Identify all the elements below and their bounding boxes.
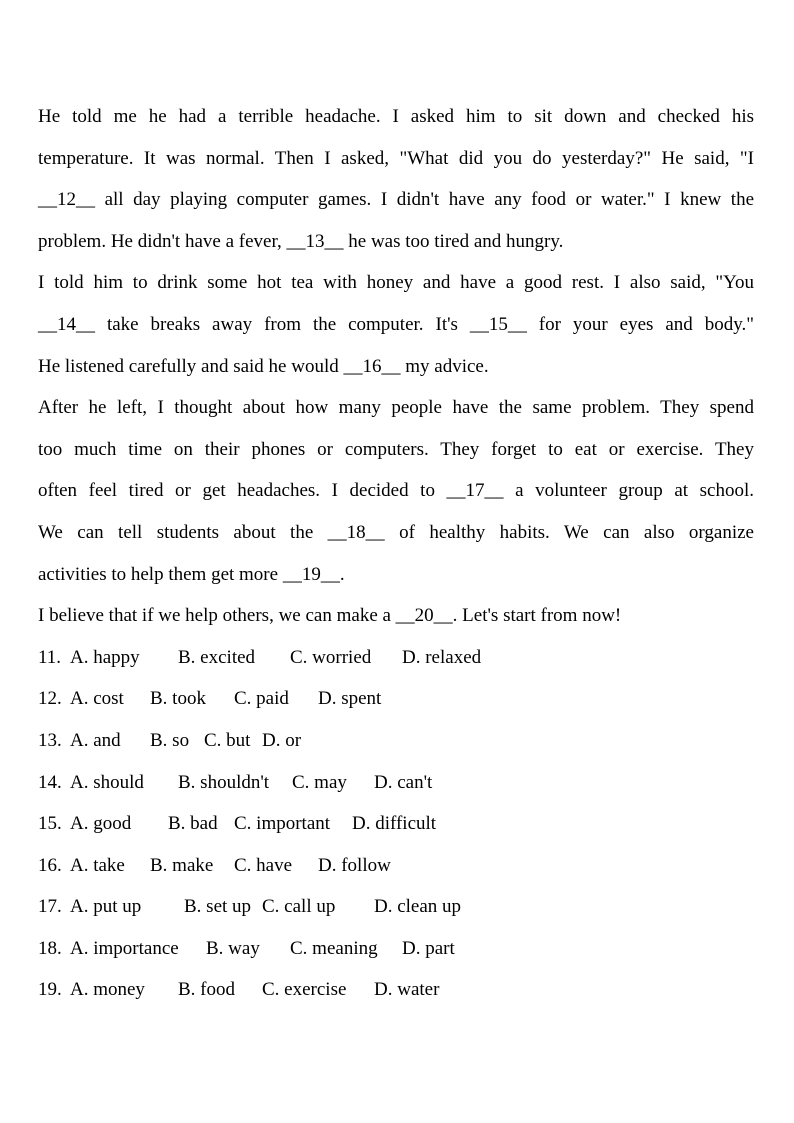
- answer-option[interactable]: D. clean up: [374, 896, 462, 918]
- passage-line: He listened carefully and said he would __16__ my advice.: [38, 355, 489, 377]
- passage-line: __14__ take breaks away from the computer. It's __15__ for your eyes and body.": [38, 313, 754, 335]
- answer-option[interactable]: D. spent: [318, 688, 382, 710]
- question-row: [38, 762, 754, 804]
- question-number: 16.: [38, 854, 62, 876]
- answer-option[interactable]: A. happy: [70, 646, 140, 668]
- answer-option[interactable]: A. good: [70, 813, 132, 835]
- answer-option[interactable]: A. and: [70, 729, 121, 751]
- passage-line: __12__ all day playing computer games. I didn't have any food or water." I knew the: [38, 189, 754, 211]
- answer-option[interactable]: D. part: [402, 937, 455, 959]
- answer-option[interactable]: B. food: [178, 979, 235, 1001]
- answer-option[interactable]: A. money: [70, 979, 145, 1001]
- passage-line: He told me he had a terrible headache. I asked him to sit down and checked his: [38, 106, 754, 127]
- answer-option[interactable]: C. paid: [234, 688, 289, 710]
- passage-line: We can tell students about the __18__ of healthy habits. We can also organize: [38, 521, 754, 543]
- question-list: [38, 637, 754, 1011]
- question-row: [38, 886, 754, 928]
- question-row: [38, 928, 754, 970]
- answer-option[interactable]: B. make: [150, 854, 214, 876]
- question-row: [38, 845, 754, 887]
- answer-option[interactable]: D. difficult: [352, 813, 437, 835]
- question-number: 15.: [38, 813, 62, 835]
- answer-option[interactable]: C. may: [292, 771, 347, 793]
- answer-option[interactable]: B. set up: [184, 896, 252, 918]
- passage-line: problem. He didn't have a fever, __13__ he was too tired and hungry.: [38, 230, 564, 252]
- answer-option[interactable]: B. way: [206, 937, 260, 959]
- question-number: 14.: [38, 771, 62, 793]
- answer-option[interactable]: C. call up: [262, 896, 336, 918]
- answer-option[interactable]: B. shouldn't: [178, 771, 270, 793]
- answer-option[interactable]: C. but: [204, 729, 251, 751]
- answer-option[interactable]: A. cost: [70, 688, 124, 710]
- answer-option[interactable]: B. took: [150, 688, 206, 710]
- question-row: [38, 678, 754, 720]
- passage-line: After he left, I thought about how many people have the same problem. They spend: [38, 397, 754, 419]
- answer-option[interactable]: D. water: [374, 979, 440, 1001]
- answer-option[interactable]: C. meaning: [290, 937, 378, 959]
- answer-option[interactable]: A. put up: [70, 896, 142, 918]
- passage-line: temperature. It was normal. Then I asked, "What did you do yesterday?" He said, "I: [38, 147, 754, 169]
- document-page: [38, 96, 754, 1011]
- passage-line: I told him to drink some hot tea with honey and have a good rest. I also said, "You: [38, 272, 754, 294]
- question-row: [38, 720, 754, 762]
- question-number: 19.: [38, 979, 62, 1001]
- cloze-passage: [38, 96, 754, 637]
- answer-option[interactable]: C. have: [234, 854, 293, 876]
- question-number: 11.: [38, 646, 62, 668]
- answer-option[interactable]: B. excited: [178, 646, 256, 668]
- answer-option[interactable]: D. relaxed: [402, 646, 482, 668]
- answer-option[interactable]: C. exercise: [262, 979, 347, 1001]
- answer-option[interactable]: B. so: [150, 729, 190, 751]
- question-number: 17.: [38, 896, 62, 918]
- passage-line: activities to help them get more __19__.: [38, 563, 345, 585]
- question-row: [38, 969, 754, 1011]
- answer-option[interactable]: A. should: [70, 771, 144, 793]
- passage-line: too much time on their phones or computers. They forget to eat or exercise. They: [38, 438, 754, 460]
- question-row: [38, 803, 754, 845]
- question-number: 18.: [38, 937, 62, 959]
- passage-line: I believe that if we help others, we can make a __20__. Let's start from now!: [38, 605, 622, 627]
- answer-option[interactable]: D. can't: [374, 771, 433, 793]
- answer-option[interactable]: C. worried: [290, 646, 372, 668]
- question-number: 13.: [38, 729, 62, 751]
- answer-option[interactable]: D. or: [262, 729, 302, 751]
- answer-option[interactable]: B. bad: [168, 813, 218, 835]
- answer-option[interactable]: D. follow: [318, 854, 391, 876]
- passage-line: often feel tired or get headaches. I decided to __17__ a volunteer group at school.: [38, 480, 754, 502]
- answer-option[interactable]: C. important: [234, 813, 331, 835]
- answer-option[interactable]: A. take: [70, 854, 125, 876]
- answer-option[interactable]: A. importance: [70, 937, 179, 959]
- question-row: [38, 637, 754, 679]
- question-number: 12.: [38, 688, 62, 710]
